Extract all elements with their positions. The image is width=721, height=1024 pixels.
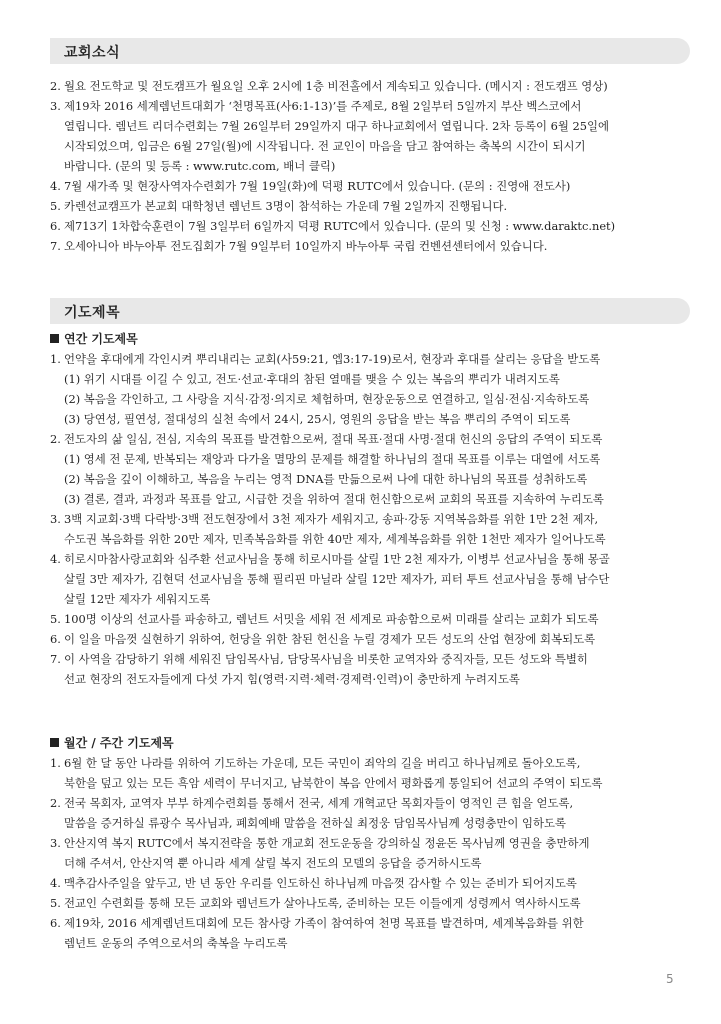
item-text-line: 전교인 수련회를 통해 모든 교회와 렘넌트가 살아나도록, 준비하는 모든 이들에게 성령께서 역사하시도록: [64, 896, 581, 910]
item-text-line: 북한을 덮고 있는 모든 흑암 세력이 무너지고, 남북한이 복음 안에서 평화롭게 통일되어 선교의 주역이 되도록: [64, 776, 603, 790]
item-text-line: 이 사역을 감당하기 위해 세워진 담임목사님, 담당목사님을 비롯한 교역자와 중직자들, 모든 성도와 특별히: [64, 652, 588, 666]
square-bullet-icon: [50, 334, 59, 343]
church-news-list: [50, 76, 690, 256]
list-item: [50, 793, 690, 833]
item-text-line: 바랍니다. (문의 및 등록 : www.rutc.com, 배너 클릭): [64, 159, 336, 173]
item-number: 4.: [50, 552, 61, 566]
sub-item: (1) 영세 전 문제, 반복되는 재앙과 다가올 멸망의 문제를 해결할 하나님의 절대 목표를 이루는 대열에 서도록: [64, 452, 601, 466]
item-text-line: 카렌선교캠프가 본교회 대학청년 렘넌트 3명이 참석하는 가운데 7월 2일까지 진행됩니다.: [64, 199, 508, 213]
list-item: [50, 609, 690, 629]
item-text-line: 맥추감사주일을 앞두고, 반 년 동안 우리를 인도하신 하나님께 마음껏 감사할 수 있는 준비가 되어지도록: [64, 876, 577, 890]
item-number: 6.: [50, 219, 61, 233]
item-text-line: 7월 새가족 및 현장사역자수련회가 7월 19일(화)에 덕평 RUTC에서 있습니다. (문의 : 진영애 전도사): [64, 179, 571, 193]
item-text-line: 100명 이상의 선교사를 파송하고, 렘넌트 서밋을 세워 전 세계로 파송함으로써 미래를 살리는 교회가 되도록: [64, 612, 599, 626]
list-item: [50, 176, 690, 196]
item-number: 2.: [50, 79, 61, 93]
sub-item: (3) 결론, 결과, 과정과 목표를 알고, 시급한 것을 위하여 절대 헌신함으로써 교회의 목표를 지속하여 누리도록: [64, 492, 604, 506]
item-text-line: 렘넌트 운동의 주역으로서의 축복을 누리도록: [64, 936, 288, 950]
item-number: 5.: [50, 612, 61, 626]
list-item: [50, 629, 690, 649]
list-item: [50, 833, 690, 873]
list-item: [50, 873, 690, 893]
item-number: 3.: [50, 512, 61, 526]
sub-item: (3) 당연성, 필연성, 절대성의 실천 속에서 24시, 25시, 영원의 응답을 받는 복음 뿌리의 주역이 되도록: [64, 412, 571, 426]
item-text-line: 살릴 12만 제자가 세워지도록: [64, 592, 211, 606]
square-bullet-icon: [50, 738, 59, 747]
item-number: 6.: [50, 632, 61, 646]
list-item: [50, 429, 690, 509]
item-text-line: 언약을 후대에게 각인시켜 뿌리내리는 교회(사59:21, 엡3:17-19)로서, 현장과 후대를 살리는 응답을 받도록: [64, 352, 601, 366]
item-text-line: 월요 전도학교 및 전도캠프가 월요일 오후 2시에 1층 비전홀에서 계속되고 있습니다. (메시지 : 전도캠프 영상): [64, 79, 608, 93]
item-text-line: 선교 현장의 전도자들에게 다섯 가지 힘(영력·지력·체력·경제력·인력)이 충만하게 누려지도록: [64, 672, 520, 686]
item-number: 2.: [50, 432, 61, 446]
list-item: [50, 76, 690, 96]
item-number: 4.: [50, 876, 61, 890]
item-text-line: 이 일을 마음껏 실현하기 위하여, 헌당을 위한 참된 헌신을 누릴 경제가 모든 성도의 산업 현장에 회복되도록: [64, 632, 596, 646]
item-text-line: 6월 한 달 동안 나라를 위하여 기도하는 가운데, 모든 국민이 죄악의 길을 버리고 하나님께로 돌아오도록,: [64, 756, 581, 770]
sub-item: (1) 위기 시대를 이길 수 있고, 전도·선교·후대의 참된 열매를 맺을 수 있는 복음의 뿌리가 내려지도록: [64, 372, 560, 386]
item-text-line: 열립니다. 렘넌트 리더수련회는 7월 26일부터 29일까지 대구 하나교회에서 열립니다. 2차 등록이 6월 25일에: [64, 119, 610, 133]
item-number: 1.: [50, 352, 61, 366]
item-number: 5.: [50, 199, 61, 213]
list-item: [50, 509, 690, 549]
list-item: [50, 216, 690, 236]
item-text-line: 전도자의 삶 일심, 전심, 지속의 목표를 발견함으로써, 절대 목표·절대 사명·절대 헌신의 응답의 주역이 되도록: [64, 432, 603, 446]
church-news-header: [50, 38, 690, 64]
list-item: [50, 96, 690, 176]
prayer-topics-header: [50, 298, 690, 324]
annual-prayer-heading: [50, 330, 138, 347]
list-item: [50, 753, 690, 793]
item-number: 7.: [50, 652, 61, 666]
monthly-prayer-list: [50, 753, 690, 953]
annual-prayer-heading-text: 연간 기도제목: [64, 332, 138, 346]
item-number: 3.: [50, 836, 61, 850]
list-item: [50, 236, 690, 256]
item-text-line: 더해 주셔서, 안산지역 뿐 아니라 세계 살릴 복지 전도의 모델의 응답을 증거하시도록: [64, 856, 482, 870]
monthly-prayer-heading: [50, 734, 174, 751]
item-text-line: 3백 지교회·3백 다락방·3백 전도현장에서 3천 제자가 세워지고, 송파·강동 지역복음화를 위한 1만 2천 제자,: [64, 512, 599, 526]
prayer-topics-title: 기도제목: [64, 305, 121, 321]
item-number: 4.: [50, 179, 61, 193]
page-number: 5: [666, 972, 674, 986]
item-text-line: 말씀을 증거하실 류광수 목사님과, 폐회예배 말씀을 전하실 최정웅 담임목사님께 성령충만이 임하도록: [64, 816, 566, 830]
item-text-line: 오세아니아 바누아투 전도집회가 7월 9일부터 10일까지 바누아투 국립 컨벤션센터에서 있습니다.: [64, 239, 548, 253]
item-text-line: 제19차 2016 세계렘넌트대회가 ‘천명목표(사6:1-13)’를 주제로, 8월 2일부터 5일까지 부산 벡스코에서: [64, 99, 582, 113]
item-text-line: 제19차, 2016 세계렘넌트대회에 모든 참사랑 가족이 참여하여 천명 목표를 발견하며, 세계복음화를 위한: [64, 916, 584, 930]
list-item: [50, 893, 690, 913]
item-number: 7.: [50, 239, 61, 253]
list-item: [50, 649, 690, 689]
item-text-line: 전국 목회자, 교역자 부부 하계수련회를 통해서 전국, 세계 개혁교단 목회자들이 영적인 큰 힘을 얻도록,: [64, 796, 574, 810]
item-number: 2.: [50, 796, 61, 810]
monthly-prayer-heading-text: 월간 / 주간 기도제목: [64, 736, 174, 750]
item-text-line: 살릴 3만 제자가, 김현덕 선교사님을 통해 필리핀 마닐라 살릴 12만 제자가, 피터 투트 선교사님을 통해 남수단: [64, 572, 610, 586]
item-number: 1.: [50, 756, 61, 770]
sub-item: (2) 복음을 깊이 이해하고, 복음을 누리는 영적 DNA를 만듦으로써 나에 대한 하나님의 목표를 성취하도록: [64, 472, 588, 486]
list-item: [50, 196, 690, 216]
item-number: 3.: [50, 99, 61, 113]
item-number: 6.: [50, 916, 61, 930]
annual-prayer-list: [50, 349, 690, 689]
list-item: [50, 349, 690, 429]
item-number: 5.: [50, 896, 61, 910]
church-news-title: 교회소식: [64, 45, 121, 61]
item-text-line: 수도권 복음화를 위한 20만 제자, 민족복음화를 위한 40만 제자, 세계복음화를 위한 1천만 제자가 일어나도록: [64, 532, 606, 546]
item-text-line: 제713기 1차합숙훈련이 7월 3일부터 6일까지 덕평 RUTC에서 있습니다. (문의 및 신청 : www.daraktc.net): [64, 219, 616, 233]
list-item: [50, 549, 690, 609]
item-text-line: 안산지역 복지 RUTC에서 복지전략을 통한 개교회 전도운동을 강의하실 정윤돈 목사님께 영권을 충만하게: [64, 836, 590, 850]
item-text-line: 히로시마참사랑교회와 심주환 선교사님을 통해 히로시마를 살릴 1만 2천 제자가, 이병부 선교사님을 통해 몽골: [64, 552, 610, 566]
item-text-line: 시작되었으며, 입금은 6월 27일(월)에 시작됩니다. 전 교인이 마음을 담고 참여하는 축복의 시간이 되시기: [64, 139, 586, 153]
sub-item: (2) 복음을 각인하고, 그 사랑을 지식·감정·의지로 체험하며, 현장운동으로 연결하고, 일심·전심·지속하도록: [64, 392, 590, 406]
list-item: [50, 913, 690, 953]
